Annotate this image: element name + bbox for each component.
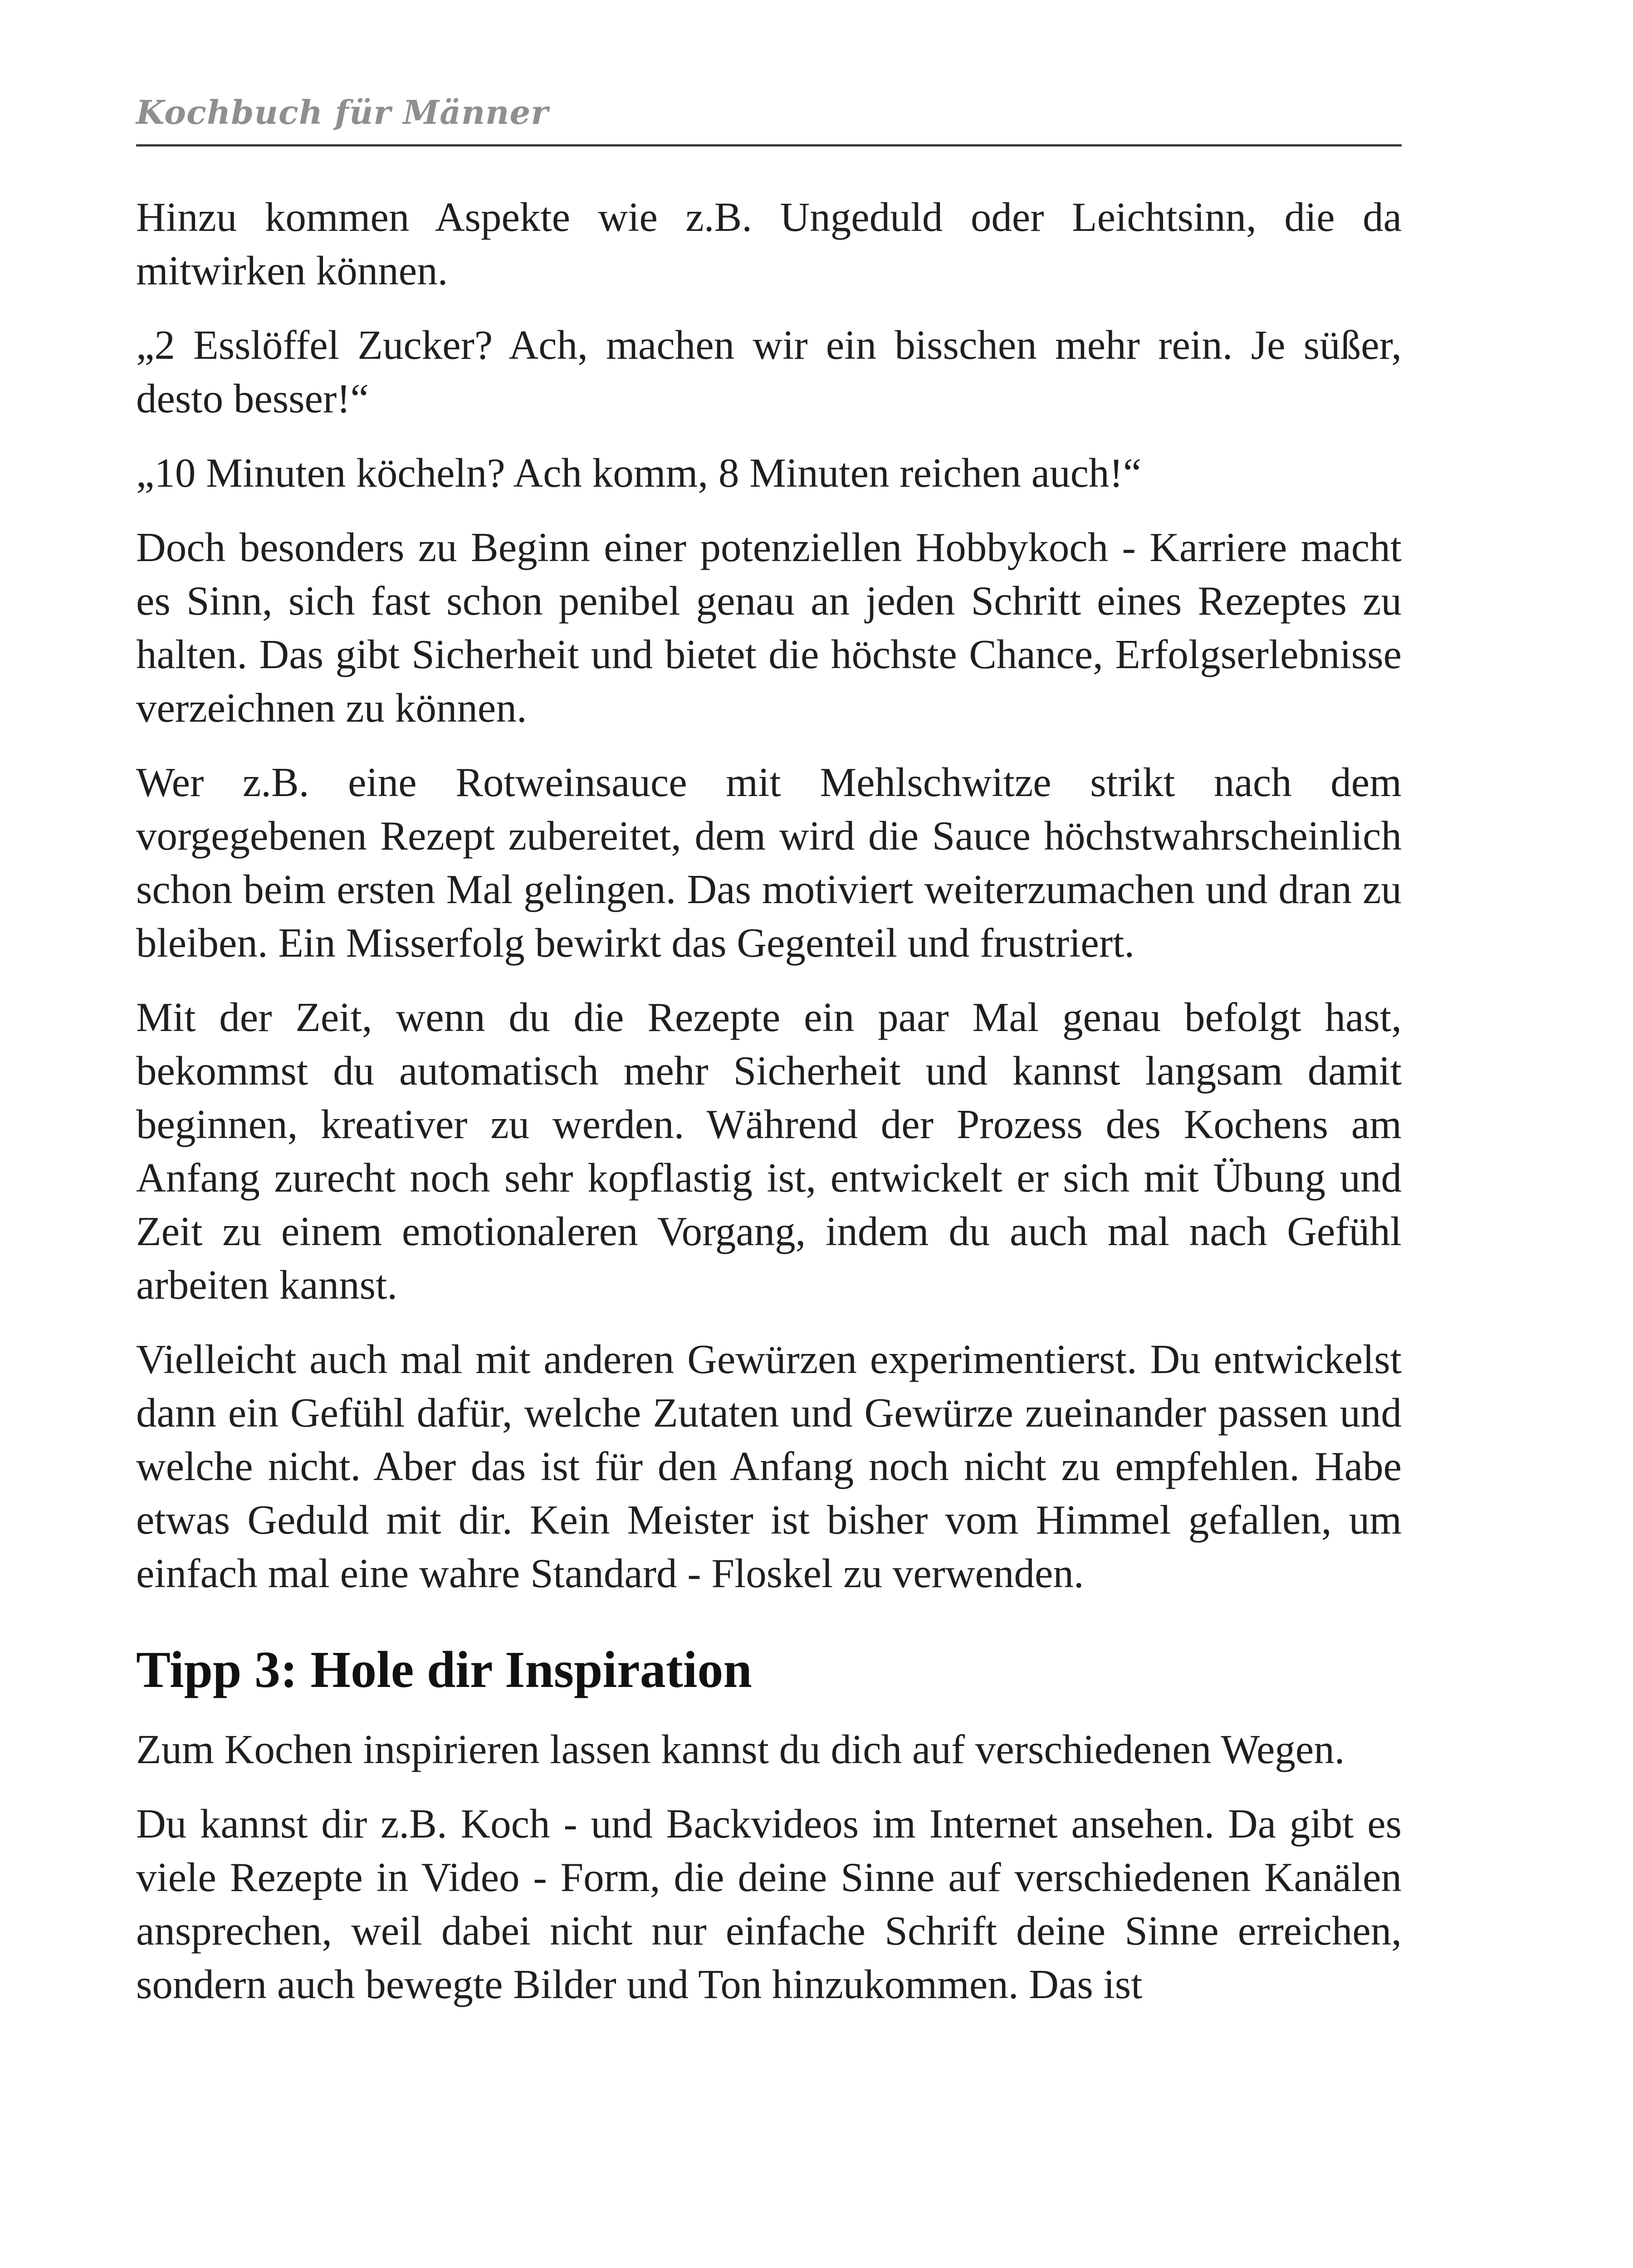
running-header-title: Kochbuch für Männer [136, 93, 549, 132]
header-divider [136, 144, 1402, 147]
paragraph: Zum Kochen inspirieren lassen kannst du dich auf verschiedenen Wegen. [136, 1726, 1345, 1772]
paragraph: „10 Minuten köcheln? Ach komm, 8 Minuten reichen auch!“ [136, 450, 1142, 496]
paragraph: „2 Esslöffel Zucker? Ach, machen wir ein bisschen mehr rein. Je süßer, desto besser!“ [136, 322, 1402, 421]
page-body [136, 191, 1402, 2032]
section-heading: Tipp 3: Hole dir Inspiration [136, 1641, 752, 1698]
paragraph: Wer z.B. eine Rotweinsauce mit Mehlschwitze strikt nach dem vorgegebenen Rezept zubereitet, dem wird die Sauce höchstwahrscheinlich schon beim ersten Mal gelingen. Das motiviert weiterzumachen und dran zu bleiben. Ein Misserfolg bewirkt das Gegenteil und frustriert. [136, 759, 1402, 966]
paragraph: Vielleicht auch mal mit anderen Gewürzen experimentierst. Du entwickelst dann ein Gefühl dafür, welche Zutaten und Gewürze zueinander passen und welche nicht. Aber das ist für den Anfang noch nicht zu empfehlen. Habe etwas Geduld mit dir. Kein Meister ist bisher vom Himmel gefallen, um einfach mal eine wahre Standard - Floskel zu verwenden. [136, 1336, 1402, 1596]
paragraph: Hinzu kommen Aspekte wie z.B. Ungeduld oder Leichtsinn, die da mitwirken können. [136, 194, 1402, 293]
paragraph: Doch besonders zu Beginn einer potenziellen Hobbykoch - Karriere macht es Sinn, sich fast schon penibel genau an jeden Schritt eines Rezeptes zu halten. Das gibt Sicherheit und bietet die höchste Chance, Erfolgserlebnisse verzeichnen zu können. [136, 524, 1402, 731]
paragraph: Mit der Zeit, wenn du die Rezepte ein paar Mal genau befolgt hast, bekommst du automatisch mehr Sicherheit und kannst langsam damit beginnen, kreativer zu werden. Während der Prozess des Kochens am Anfang zurecht noch sehr kopflastig ist, entwickelt er sich mit Übung und Zeit zu einem emotionaleren Vorgang, indem du auch mal nach Gefühl arbeiten kannst. [136, 994, 1402, 1308]
paragraph: Du kannst dir z.B. Koch - und Backvideos im Internet ansehen. Da gibt es viele Rezepte in Video - Form, die deine Sinne auf verschiedenen Kanälen ansprechen, weil dabei nicht nur einfache Schrift deine Sinne erreichen, sondern auch bewegte Bilder und Ton hinzukommen. Das ist [136, 1801, 1402, 2007]
